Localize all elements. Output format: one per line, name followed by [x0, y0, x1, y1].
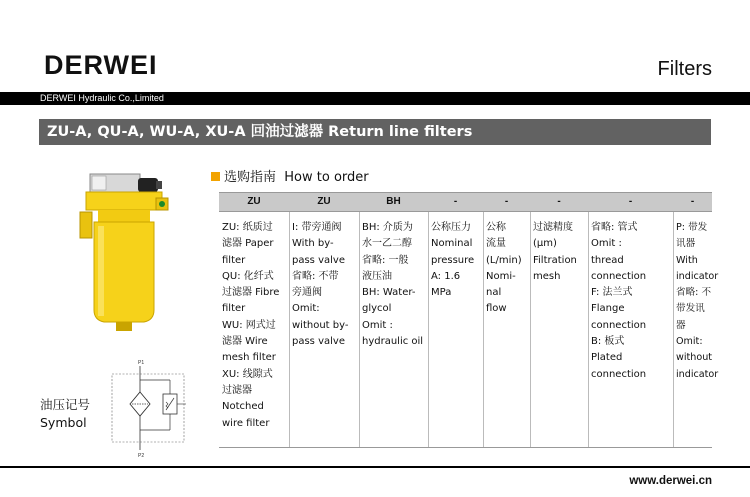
nominal-pressure-cell: 公称压力 Nominal pressure A: 1.6 MPa: [431, 222, 475, 299]
filter-type-cell: ZU: 纸质过 滤器 Paper filter QU: 化纤式 过滤器 Fibre filter WU: 网式过 滤器 Wire mesh filter XU: 线隙式 过滤器 Notched wire filter: [222, 222, 280, 429]
header-cell: ZU: [317, 196, 331, 207]
order-code-table: [219, 192, 719, 448]
company-name: DERWEI Hydraulic Co.,Limited: [40, 93, 164, 103]
header-cell: -: [453, 196, 458, 207]
header-cell: BH: [386, 196, 401, 207]
port-p2-label: P2: [138, 453, 145, 458]
symbol-label-en: Symbol: [40, 415, 87, 430]
company-bar: [0, 92, 750, 105]
how-to-order-zh: 选购指南: [224, 170, 277, 185]
hydraulic-symbol-diagram: [108, 358, 190, 458]
header-cell: ZU: [247, 196, 261, 207]
table-body-row: [219, 212, 719, 448]
bypass-valve-cell: I: 带旁通阀 With by- pass valve 省略: 不带 旁通阀 Omit: without by- pass valve: [292, 222, 349, 348]
table-header-row: [219, 192, 712, 212]
indicator-cell: P: 带发 讯器 With indicator 省略: 不 带发讯器 Omit: without indicator: [676, 222, 719, 380]
bullet-square-icon: [211, 172, 220, 181]
website-link[interactable]: www.derwei.cn: [629, 475, 712, 487]
nominal-flow-cell: 公称 流量 (L/min) Nomi- nal flow: [486, 222, 522, 315]
footer-rule: [0, 466, 750, 468]
symbol-label-zh: 油压记号: [40, 397, 91, 412]
header-cell: -: [690, 196, 695, 207]
header-cell: -: [628, 196, 633, 207]
company-logo: DERWEI: [44, 50, 158, 80]
port-p1-label: P1: [138, 360, 145, 366]
section-title-bar: [39, 119, 711, 145]
how-to-order-heading: [211, 166, 369, 185]
how-to-order-en: How to order: [284, 170, 369, 185]
category-title: Filters: [657, 58, 712, 80]
section-title: ZU-A, QU-A, WU-A, XU-A 回油过滤器 Return line filters: [47, 124, 473, 140]
symbol-label: [40, 396, 90, 432]
medium-cell: BH: 介质为 水一乙二醇 省略: 一般 液压油 BH: Water- glycol Omit : hydraulic oil: [362, 222, 424, 348]
filtration-cell: 过滤精度 (μm) Filtration mesh: [533, 222, 577, 282]
header-cell: -: [557, 196, 561, 207]
header-cell: -: [504, 196, 509, 207]
connection-cell: 省略: 管式 Omit : thread connection F: 法兰式 Flange connection B: 板式 Plated connection: [591, 222, 647, 380]
filter-product-image: [72, 172, 182, 332]
